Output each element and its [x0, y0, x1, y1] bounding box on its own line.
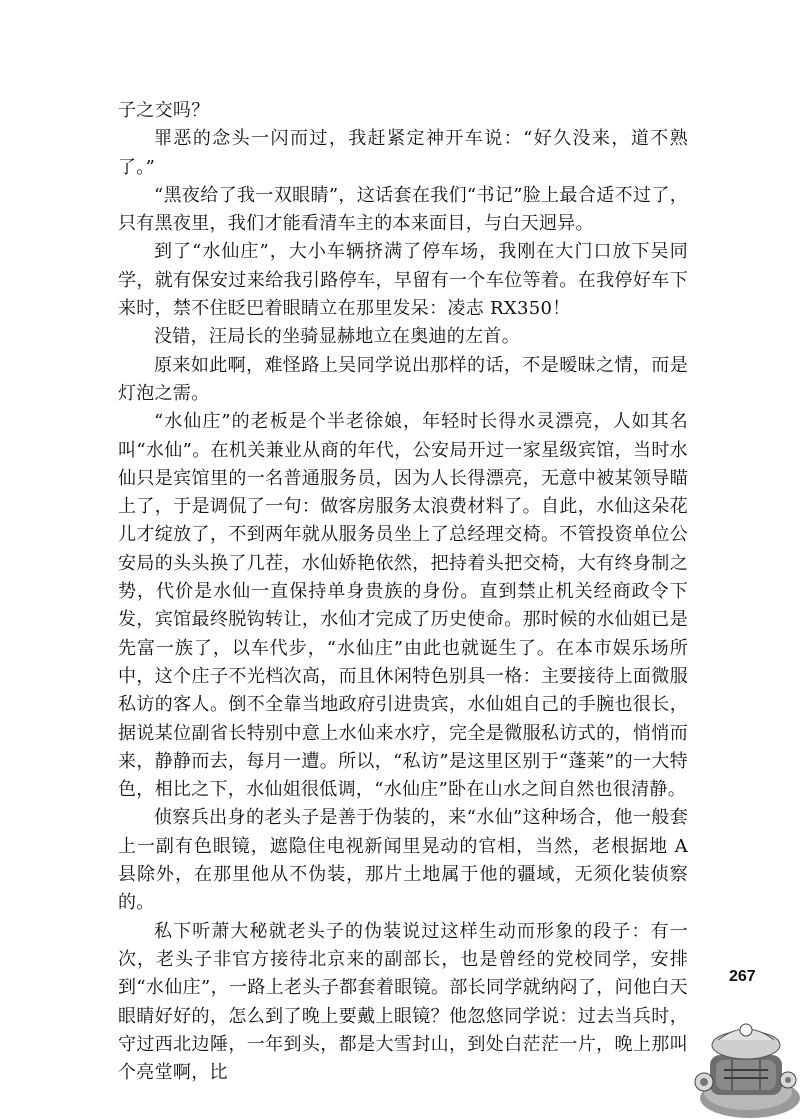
- paragraph-1: 子之交吗？: [118, 100, 210, 121]
- paragraph-7: “水仙庄”的老板是个半老徐娘，年轻时长得水灵漂亮，人如其名叫“水仙”。在机关兼业从商的年代，公安局开过一家星级宾馆，当时水仙只是宾馆里的一名普通服务员，因为人长得漂亮，无意中被某领导瞄上了，于是调侃了一句：做客房服务太浪费材料了。自此，水仙这朵花儿才绽放了，不到两年就从服务员坐上了总经理交椅。不管投资单位公安局的头头换了几茬，水仙娇艳依然，把持着头把交椅，大有终身制之势，代价是水仙一直保持单身贵族的身份。直到禁止机关经商政令下发，宾馆最终脱钩转让，水仙才完成了历史使命。那时候的水仙姐已是先富一族了，以车代步，“水仙庄”由此也就诞生了。在本市娱乐场所中，这个庄子不光档次高，而且休闲特色别具一格：主要接待上面微服私访的客人。倒不全靠当地政府引进贵宾，水仙姐自己的手腕也很长，据说某位副省长特别中意上水仙来水疗，完全是微服私访式的，悄悄而来，静静而去，每月一遭。所以，“私访”是这里区别于“蓬莱”的一大特色，相比之下，水仙姐很低调，“水仙庄”卧在山水之间自然也很清静。: [118, 411, 688, 801]
- paragraph-5: 没错，汪局长的坐骑显赫地立在奥迪的左首。: [154, 326, 520, 348]
- paragraph-2: 罪恶的念头一闪而过，我赶紧定神开车说：“好久没来，道不熟了。”: [118, 128, 688, 178]
- paragraph-6: 原来如此啊，难怪路上吴同学说出那样的话，不是暧昧之情，而是灯泡之需。: [118, 354, 688, 404]
- body-text: [118, 97, 688, 1087]
- paragraph-3: “黑夜给了我一双眼睛”，这话套在我们“书记”脸上最合适不过了，只有黑夜里，我们才能看清车主的本来面目，与白天迥异。: [118, 184, 688, 235]
- corner-ornament-illustration: [688, 1000, 800, 1119]
- paragraph-9: 私下听萧大秘就老头子的伪装说过这样生动而形象的段子：有一次，老头子非官方接待北京来的副部长，也是曾经的党校同学，安排到“水仙庄”，一路上老头子都套着眼镜。部长同学就纳闷了，问他白天眼睛好好的，怎么到了晚上要戴上眼镜？他忽悠同学说：过去当兵时，守过西北边陲，一年到头，都是大雪封山，到处白茫茫一片，晚上那叫个亮堂啊，比: [118, 920, 688, 1084]
- page-number: 267: [729, 968, 756, 985]
- paragraph-4: 到了“水仙庄”，大小车辆挤满了停车场，我刚在大门口放下吴同学，就有保安过来给我引路停车，早留有一个车位等着。在我停好车下来时，禁不住眨巴着眼睛立在那里发呆：凌志 RX350！: [118, 241, 688, 320]
- paragraph-8: 侦察兵出身的老头子是善于伪装的，来“水仙”这种场合，他一般套上一副有色眼镜，遮隐住电视新闻里晃动的官相，当然，老根据地 A 县除外，在那里他从不伪装，那片土地属于他的疆域，无须化装侦察的。: [118, 807, 688, 914]
